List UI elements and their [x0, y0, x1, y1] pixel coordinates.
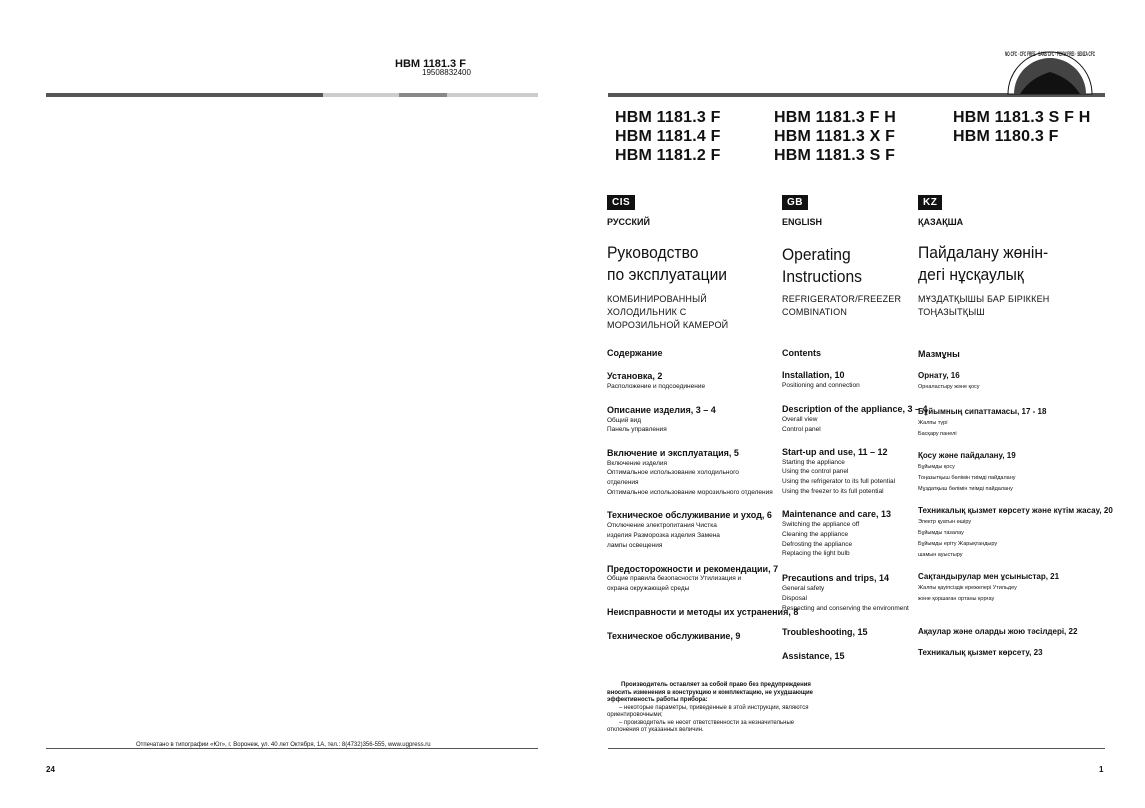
- gb-section-2-item: Control panel: [782, 426, 821, 433]
- right-footer-line: [608, 748, 1105, 749]
- cis-badge: CIS: [607, 195, 635, 210]
- kz-section-4-item: шамын ауыстыру: [918, 552, 963, 558]
- manufacturer-note: [607, 682, 827, 735]
- kz-section-6: Ақаулар және оларды жою тәсілдері, 22: [918, 627, 1078, 636]
- cis-title-1: Руководство: [607, 243, 699, 262]
- kz-subtitle-2: ТОҢАЗЫТҚЫШ: [918, 307, 985, 317]
- model-name: HBM 1181.2 F: [615, 147, 721, 164]
- note-line: Производитель оставляет за собой право без предупреждения: [621, 682, 811, 688]
- cis-section-5-item: Общие правила безопасности Утилизация и: [607, 575, 742, 582]
- gb-title-2: Instructions: [782, 267, 862, 286]
- kz-section-2-item: Жалпы түрі: [918, 420, 948, 426]
- model-name: HBM 1181.3 S F H: [953, 109, 1091, 126]
- cis-section-1: Установка, 2: [607, 371, 663, 381]
- kz-section-4-item: Бұйымды тазалау: [918, 530, 964, 536]
- note-line: – некоторые параметры, приведенные в этой инструкции, являются: [619, 704, 809, 711]
- cis-section-6: Неисправности и методы их устранения, 8: [607, 607, 799, 617]
- cis-section-4-item: Отключение электропитания Чистка: [607, 522, 717, 529]
- gb-section-5-item: Respecting and conserving the environment: [782, 605, 909, 612]
- model-name: HBM 1181.3 S F: [774, 147, 896, 164]
- model-name: HBM 1180.3 F: [953, 128, 1059, 145]
- cis-section-4: Техническое обслуживание и уход, 6: [607, 510, 772, 520]
- gb-section-6: Troubleshooting, 15: [782, 627, 868, 637]
- models-col1: [615, 108, 721, 165]
- note-line: эффективность работы прибора:: [607, 697, 708, 703]
- cis-section-2: Описание изделия, 3 – 4: [607, 405, 716, 415]
- kz-section-5-item: Жалпы қауіпсіздік ережелері Утильдеу: [918, 585, 1017, 591]
- cis-section-1-item: Расположение и подсоединение: [607, 383, 706, 390]
- cis-section-3-item: отделения: [607, 479, 639, 486]
- cis-lang: РУССКИЙ: [607, 217, 650, 227]
- gb-section-4-item: Cleaning the appliance: [782, 531, 849, 538]
- kz-section-5: Сақтандырулар мен ұсыныстар, 21: [918, 572, 1060, 581]
- kz-section-3: Қосу және пайдалану, 19: [918, 451, 1016, 460]
- gb-section-3-item: Using the refrigerator to its full potential: [782, 478, 896, 485]
- gb-section-5-item: General safety: [782, 585, 825, 592]
- kz-section-3-item: Тоңазытқыш бөлімін тиімді пайдалану: [918, 475, 1016, 481]
- gb-section-7: Assistance, 15: [782, 651, 845, 661]
- cis-subtitle-1: КОМБИНИРОВАННЫЙ: [607, 294, 707, 304]
- cis-subtitle-3: МОРОЗИЛЬНОЙ КАМЕРОЙ: [607, 320, 729, 330]
- kz-section-3-item: Мұздатқыш бөлімін тиімді пайдалану: [918, 486, 1013, 492]
- cis-section-7: Техническое обслуживание, 9: [607, 631, 741, 641]
- cis-subtitle-2: ХОЛОДИЛЬНИК С: [607, 307, 687, 317]
- gb-section-1: Installation, 10: [782, 370, 845, 380]
- model-name: HBM 1181.3 F H: [774, 109, 896, 126]
- left-model-code: 19508832400: [422, 68, 471, 77]
- gb-section-4: Maintenance and care, 13: [782, 509, 892, 519]
- model-name: HBM 1181.3 X F: [774, 128, 896, 145]
- cis-section-3-item: Оптимальное использование морозильного отделения: [607, 489, 773, 496]
- gb-section-4-item: Switching the appliance off: [782, 521, 860, 528]
- left-header-bar: [46, 93, 538, 97]
- gb-section-1-item: Positioning and connection: [782, 382, 860, 389]
- kz-section-2-item: Басқару панелі: [918, 431, 957, 437]
- kz-section-5-item: және қоршаған ортаны қорғау: [918, 596, 995, 602]
- kz-section-7: Техникалық қызмет көрсету, 23: [918, 648, 1043, 657]
- cis-section-2-item: Общий вид: [607, 417, 642, 424]
- cis-section-5: Предосторожности и рекомендации, 7: [607, 564, 779, 574]
- gb-column: [782, 192, 928, 661]
- kz-section-2: Бұйымның сипаттамасы, 17 - 18: [918, 407, 1047, 416]
- gb-section-4-item: Replacing the light bulb: [782, 550, 850, 557]
- gb-section-2: Description of the appliance, 3 – 4: [782, 404, 928, 414]
- cis-section-4-item: лампы освещения: [607, 542, 663, 549]
- cis-section-3: Включение и эксплуатация, 5: [607, 448, 739, 458]
- gb-lang: ENGLISH: [782, 217, 823, 227]
- kz-section-4-item: Бұйымды еріту Жарықтандыру: [918, 541, 998, 547]
- left-model-title: HBM 1181.3 F: [395, 58, 466, 70]
- kz-section-4-item: Электр қуатын өшіру: [918, 519, 972, 525]
- gb-section-3: Start-up and use, 11 – 12: [782, 447, 888, 457]
- cis-section-5-item: охрана окружающей среды: [607, 585, 690, 592]
- logo-text: NO CFC · CFC FREE · SANS CFC · FCKW FREI · SENZA CFC: [1005, 52, 1096, 58]
- gb-section-3-item: Using the control panel: [782, 468, 849, 475]
- gb-badge: GB: [782, 195, 808, 210]
- gb-subtitle-1: REFRIGERATOR/FREEZER: [782, 294, 902, 304]
- kz-section-1: Орнату, 16: [918, 371, 960, 380]
- cis-title-2: по эксплуатации: [607, 265, 728, 284]
- model-name: HBM 1181.4 F: [615, 128, 721, 145]
- gb-subtitle-2: COMBINATION: [782, 307, 848, 317]
- cis-contents-heading: Содержание: [607, 348, 663, 358]
- right-page-number: 1: [1099, 765, 1104, 774]
- gb-section-5-item: Disposal: [782, 595, 807, 602]
- cis-section-4-item: изделия Разморозка изделия Замена: [607, 532, 720, 539]
- cis-section-3-item: Включение изделия: [607, 460, 668, 467]
- kz-lang: ҚАЗАҚША: [918, 217, 964, 227]
- gb-section-2-item: Overall view: [782, 416, 818, 423]
- models-col3: [953, 108, 1090, 146]
- kz-badge: KZ: [918, 195, 942, 210]
- kz-section-4: Техникалық қызмет көрсету және күтім жасау, 20: [918, 506, 1113, 515]
- note-line: ориентировочными;: [607, 712, 663, 718]
- model-name: HBM 1181.3 F: [615, 109, 721, 126]
- gb-section-3-item: Using the freezer to its full potential: [782, 488, 884, 495]
- gb-section-3-item: Starting the appliance: [782, 459, 845, 466]
- left-page-number: 24: [46, 765, 55, 774]
- kz-section-3-item: Бұйымды қосу: [918, 464, 955, 470]
- note-line: отклонения от указанных величин.: [607, 727, 704, 733]
- printer-note: Отпечатано в типографии «Юг», г. Воронеж, ул. 40 лет Октября, 1А, тел.: 8(4732)356-555, www.ugpress.ru: [136, 742, 431, 748]
- gb-contents-heading: Contents: [782, 348, 821, 358]
- gb-title-1: Operating: [782, 245, 851, 264]
- kz-contents-heading: Мазмұны: [918, 349, 960, 359]
- kz-title-2: дегі нұсқаулық: [918, 265, 1024, 284]
- gb-section-5: Precautions and trips, 14: [782, 573, 890, 583]
- note-line: вносить изменения в конструкцию и комплектацию, не ухудшающие: [607, 689, 813, 696]
- kz-title-1: Пайдалану жөнін-: [918, 243, 1049, 262]
- kz-section-1-item: Орналастыру және қосу: [918, 384, 980, 390]
- kz-column: [918, 192, 1113, 657]
- gb-section-4-item: Defrosting the appliance: [782, 541, 853, 548]
- cis-section-3-item: Оптимальное использование холодильного: [607, 469, 739, 476]
- cfc-free-logo: [1000, 42, 1100, 98]
- left-footer-line: [46, 748, 538, 749]
- models-col2: [774, 108, 896, 165]
- kz-subtitle-1: МҰЗДАТҚЫШЫ БАР БІРІККЕН: [918, 294, 1050, 304]
- cis-section-2-item: Панель управления: [607, 426, 667, 433]
- note-line: – производитель не несет ответственности за незначительные: [619, 719, 795, 726]
